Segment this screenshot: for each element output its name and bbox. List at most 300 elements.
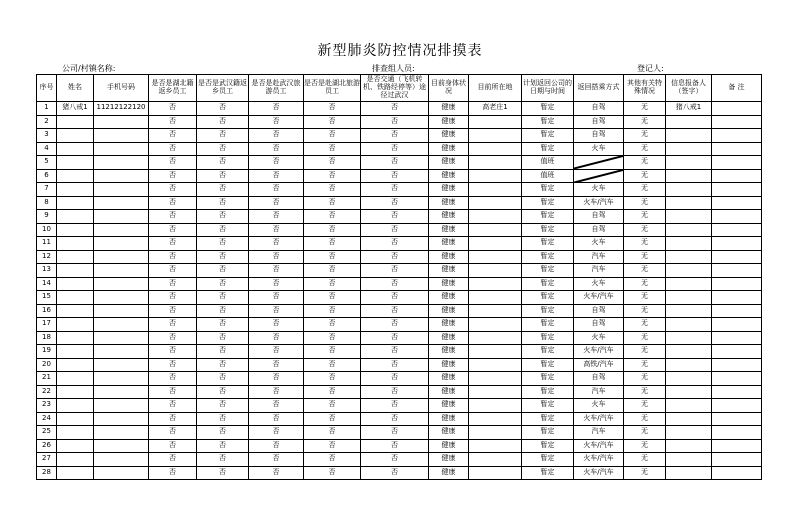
remark-cell (712, 439, 762, 453)
hubei-native-cell: 否 (149, 223, 197, 237)
table-row (37, 439, 762, 453)
hubei-native-cell: 否 (149, 277, 197, 291)
return-plan-cell: 暂定 (522, 210, 574, 224)
name-cell (57, 223, 94, 237)
wuhan-native-cell: 否 (197, 169, 249, 183)
reporter-cell (666, 223, 712, 237)
hubei-travel-cell: 否 (304, 223, 361, 237)
transit-wuhan-cell: 否 (361, 466, 429, 480)
hubei-native-cell: 否 (149, 250, 197, 264)
hubei-travel-cell: 否 (304, 466, 361, 480)
wuhan-native-cell: 否 (197, 129, 249, 143)
transit-wuhan-cell: 否 (361, 237, 429, 251)
wuhan-travel-cell: 否 (249, 426, 304, 440)
location-cell (469, 385, 522, 399)
return-plan-cell: 暂定 (522, 142, 574, 156)
hubei-travel-cell: 否 (304, 210, 361, 224)
special-cell: 无 (624, 115, 666, 129)
row-number-cell: 13 (37, 264, 57, 278)
transit-wuhan-cell: 否 (361, 129, 429, 143)
transport-cell: 火车 (574, 183, 624, 197)
transport-cell: 火车 (574, 277, 624, 291)
wuhan-travel-cell: 否 (249, 102, 304, 116)
wuhan-native-cell: 否 (197, 453, 249, 467)
hubei-travel-cell: 否 (304, 277, 361, 291)
transit-wuhan-cell: 否 (361, 169, 429, 183)
reporter-cell (666, 250, 712, 264)
return-plan-cell: 暂定 (522, 412, 574, 426)
wuhan-travel-cell: 否 (249, 183, 304, 197)
company-label: 公司/村镇名称: (62, 64, 116, 73)
hubei-travel-cell: 否 (304, 169, 361, 183)
remark-cell (712, 115, 762, 129)
row-number-cell: 12 (37, 250, 57, 264)
table-header-row (37, 75, 762, 102)
remark-cell (712, 385, 762, 399)
return-plan-cell: 暂定 (522, 291, 574, 305)
hubei-native-cell: 否 (149, 345, 197, 359)
health-cell: 健康 (429, 453, 469, 467)
phone-cell (94, 372, 149, 386)
health-cell: 健康 (429, 304, 469, 318)
special-cell: 无 (624, 169, 666, 183)
health-cell: 健康 (429, 466, 469, 480)
health-cell: 健康 (429, 277, 469, 291)
name-cell (57, 210, 94, 224)
screening-table (36, 74, 762, 480)
hubei-travel-cell: 否 (304, 250, 361, 264)
hubei-travel-cell: 否 (304, 129, 361, 143)
transit-wuhan-cell: 否 (361, 385, 429, 399)
wuhan-travel-cell: 否 (249, 453, 304, 467)
location-cell (469, 399, 522, 413)
wuhan-travel-cell: 否 (249, 304, 304, 318)
reporter-cell (666, 426, 712, 440)
hubei-native-cell: 否 (149, 183, 197, 197)
hubei-native-cell: 否 (149, 304, 197, 318)
hubei-travel-cell: 否 (304, 102, 361, 116)
transport-cell: 火车 (574, 331, 624, 345)
wuhan-native-cell: 否 (197, 426, 249, 440)
remark-cell (712, 453, 762, 467)
transport-cell: 汽车 (574, 250, 624, 264)
reporter-cell (666, 169, 712, 183)
wuhan-native-cell: 否 (197, 264, 249, 278)
reporter-cell (666, 412, 712, 426)
location-cell (469, 129, 522, 143)
hubei-native-cell: 否 (149, 156, 197, 170)
name-cell (57, 169, 94, 183)
phone-cell (94, 237, 149, 251)
reporter-cell (666, 183, 712, 197)
location-cell (469, 210, 522, 224)
phone-cell (94, 264, 149, 278)
wuhan-native-cell: 否 (197, 385, 249, 399)
wuhan-travel-cell: 否 (249, 385, 304, 399)
remark-cell (712, 223, 762, 237)
return-plan-cell: 暂定 (522, 372, 574, 386)
transit-wuhan-cell: 否 (361, 277, 429, 291)
table-row (37, 210, 762, 224)
health-cell: 健康 (429, 142, 469, 156)
wuhan-travel-cell: 否 (249, 129, 304, 143)
special-cell: 无 (624, 345, 666, 359)
column-header: 计划返回公司的日期与时间 (522, 75, 574, 102)
health-cell: 健康 (429, 250, 469, 264)
table-row (37, 237, 762, 251)
table-row (37, 304, 762, 318)
remark-cell (712, 142, 762, 156)
health-cell: 健康 (429, 237, 469, 251)
transit-wuhan-cell: 否 (361, 439, 429, 453)
transit-wuhan-cell: 否 (361, 331, 429, 345)
hubei-travel-cell: 否 (304, 318, 361, 332)
table-row (37, 115, 762, 129)
transport-cell: 汽车 (574, 264, 624, 278)
remark-cell (712, 169, 762, 183)
row-number-cell: 28 (37, 466, 57, 480)
health-cell: 健康 (429, 196, 469, 210)
return-plan-cell: 暂定 (522, 399, 574, 413)
remark-cell (712, 277, 762, 291)
wuhan-travel-cell: 否 (249, 156, 304, 170)
hubei-travel-cell: 否 (304, 345, 361, 359)
hubei-native-cell: 否 (149, 372, 197, 386)
hubei-native-cell: 否 (149, 129, 197, 143)
name-cell (57, 358, 94, 372)
health-cell: 健康 (429, 426, 469, 440)
table-row (37, 291, 762, 305)
remark-cell (712, 264, 762, 278)
return-plan-cell: 值班 (522, 169, 574, 183)
hubei-native-cell: 否 (149, 426, 197, 440)
transport-cell: 火车 (574, 142, 624, 156)
hubei-travel-cell: 否 (304, 142, 361, 156)
column-header: 是否是赴湖北旅游员工 (304, 75, 361, 102)
wuhan-travel-cell: 否 (249, 142, 304, 156)
remark-cell (712, 345, 762, 359)
return-plan-cell: 暂定 (522, 277, 574, 291)
location-cell (469, 277, 522, 291)
hubei-native-cell: 否 (149, 264, 197, 278)
phone-cell (94, 115, 149, 129)
registrar-label: 登记人: (637, 64, 664, 73)
name-cell (57, 129, 94, 143)
wuhan-native-cell: 否 (197, 277, 249, 291)
column-header: 是否是湖北籍返乡员工 (149, 75, 197, 102)
column-header: 信息报备人（签字） (666, 75, 712, 102)
special-cell: 无 (624, 102, 666, 116)
name-cell (57, 331, 94, 345)
table-row (37, 196, 762, 210)
phone-cell (94, 142, 149, 156)
location-cell (469, 223, 522, 237)
table-row (37, 318, 762, 332)
remark-cell (712, 237, 762, 251)
health-cell: 健康 (429, 318, 469, 332)
row-number-cell: 1 (37, 102, 57, 116)
hubei-travel-cell: 否 (304, 331, 361, 345)
phone-cell (94, 399, 149, 413)
name-cell (57, 183, 94, 197)
health-cell: 健康 (429, 385, 469, 399)
transport-cell: 火车/汽车 (574, 466, 624, 480)
special-cell: 无 (624, 196, 666, 210)
row-number-cell: 9 (37, 210, 57, 224)
health-cell: 健康 (429, 264, 469, 278)
column-header: 是否是赴武汉旅游员工 (249, 75, 304, 102)
transport-cell: 火车/汽车 (574, 345, 624, 359)
reporter-cell (666, 385, 712, 399)
table-row (37, 453, 762, 467)
transport-cell (574, 169, 624, 183)
wuhan-travel-cell: 否 (249, 412, 304, 426)
wuhan-native-cell: 否 (197, 156, 249, 170)
reporter-cell (666, 196, 712, 210)
special-cell: 无 (624, 277, 666, 291)
wuhan-native-cell: 否 (197, 304, 249, 318)
remark-cell (712, 399, 762, 413)
transport-cell: 汽车 (574, 426, 624, 440)
reporter-cell (666, 453, 712, 467)
row-number-cell: 23 (37, 399, 57, 413)
location-cell (469, 156, 522, 170)
health-cell: 健康 (429, 358, 469, 372)
remark-cell (712, 102, 762, 116)
hubei-travel-cell: 否 (304, 385, 361, 399)
return-plan-cell: 暂定 (522, 250, 574, 264)
location-cell (469, 169, 522, 183)
special-cell: 无 (624, 264, 666, 278)
transit-wuhan-cell: 否 (361, 304, 429, 318)
transit-wuhan-cell: 否 (361, 412, 429, 426)
health-cell: 健康 (429, 210, 469, 224)
wuhan-native-cell: 否 (197, 318, 249, 332)
hubei-native-cell: 否 (149, 142, 197, 156)
wuhan-travel-cell: 否 (249, 345, 304, 359)
transport-cell: 火车/汽车 (574, 453, 624, 467)
location-cell (469, 196, 522, 210)
reporter-cell (666, 210, 712, 224)
hubei-travel-cell: 否 (304, 237, 361, 251)
table-row (37, 399, 762, 413)
location-cell (469, 453, 522, 467)
transport-cell: 自驾 (574, 318, 624, 332)
health-cell: 健康 (429, 439, 469, 453)
location-cell (469, 372, 522, 386)
row-number-cell: 2 (37, 115, 57, 129)
hubei-native-cell: 否 (149, 385, 197, 399)
table-row (37, 183, 762, 197)
phone-cell (94, 453, 149, 467)
special-cell: 无 (624, 399, 666, 413)
special-cell: 无 (624, 412, 666, 426)
transport-cell: 火车 (574, 399, 624, 413)
row-number-cell: 17 (37, 318, 57, 332)
wuhan-travel-cell: 否 (249, 466, 304, 480)
health-cell: 健康 (429, 223, 469, 237)
health-cell: 健康 (429, 291, 469, 305)
return-plan-cell: 暂定 (522, 223, 574, 237)
location-cell: 高老庄1 (469, 102, 522, 116)
transport-cell: 火车/汽车 (574, 291, 624, 305)
special-cell: 无 (624, 426, 666, 440)
remark-cell (712, 129, 762, 143)
return-plan-cell: 暂定 (522, 304, 574, 318)
row-number-cell: 24 (37, 412, 57, 426)
hubei-native-cell: 否 (149, 439, 197, 453)
wuhan-travel-cell: 否 (249, 250, 304, 264)
column-header: 是否是武汉籍返乡员工 (197, 75, 249, 102)
transit-wuhan-cell: 否 (361, 291, 429, 305)
transit-wuhan-cell: 否 (361, 102, 429, 116)
special-cell: 无 (624, 439, 666, 453)
return-plan-cell: 值班 (522, 156, 574, 170)
wuhan-travel-cell: 否 (249, 318, 304, 332)
wuhan-travel-cell: 否 (249, 210, 304, 224)
location-cell (469, 426, 522, 440)
remark-cell (712, 466, 762, 480)
name-cell (57, 399, 94, 413)
special-cell: 无 (624, 183, 666, 197)
name-cell (57, 439, 94, 453)
transit-wuhan-cell: 否 (361, 372, 429, 386)
phone-cell (94, 345, 149, 359)
phone-cell (94, 331, 149, 345)
wuhan-native-cell: 否 (197, 412, 249, 426)
table-row (37, 250, 762, 264)
wuhan-native-cell: 否 (197, 183, 249, 197)
diagonal-slash-icon (574, 156, 623, 169)
location-cell (469, 237, 522, 251)
remark-cell (712, 196, 762, 210)
page-title: 新型肺炎防控情况排摸表 (317, 43, 483, 59)
hubei-native-cell: 否 (149, 115, 197, 129)
location-cell (469, 358, 522, 372)
table-row (37, 169, 762, 183)
health-cell: 健康 (429, 156, 469, 170)
transport-cell: 自驾 (574, 210, 624, 224)
transit-wuhan-cell: 否 (361, 115, 429, 129)
location-cell (469, 466, 522, 480)
name-cell (57, 372, 94, 386)
health-cell: 健康 (429, 115, 469, 129)
reporter-cell (666, 277, 712, 291)
wuhan-native-cell: 否 (197, 345, 249, 359)
wuhan-native-cell: 否 (197, 372, 249, 386)
reporter-cell (666, 264, 712, 278)
hubei-travel-cell: 否 (304, 426, 361, 440)
health-cell: 健康 (429, 129, 469, 143)
return-plan-cell: 暂定 (522, 439, 574, 453)
wuhan-travel-cell: 否 (249, 169, 304, 183)
phone-cell: 11212122120 (94, 102, 149, 116)
table-body (37, 102, 762, 480)
phone-cell (94, 439, 149, 453)
row-number-cell: 7 (37, 183, 57, 197)
transit-wuhan-cell: 否 (361, 345, 429, 359)
transport-cell: 火车 (574, 237, 624, 251)
phone-cell (94, 250, 149, 264)
hubei-native-cell: 否 (149, 412, 197, 426)
wuhan-native-cell: 否 (197, 399, 249, 413)
return-plan-cell: 暂定 (522, 196, 574, 210)
return-plan-cell: 暂定 (522, 237, 574, 251)
wuhan-travel-cell: 否 (249, 196, 304, 210)
return-plan-cell: 暂定 (522, 358, 574, 372)
reporter-cell (666, 318, 712, 332)
hubei-travel-cell: 否 (304, 399, 361, 413)
transit-wuhan-cell: 否 (361, 264, 429, 278)
return-plan-cell: 暂定 (522, 264, 574, 278)
reporter-cell (666, 304, 712, 318)
wuhan-travel-cell: 否 (249, 237, 304, 251)
hubei-native-cell: 否 (149, 453, 197, 467)
special-cell: 无 (624, 466, 666, 480)
transport-cell: 火车/汽车 (574, 439, 624, 453)
health-cell: 健康 (429, 345, 469, 359)
phone-cell (94, 277, 149, 291)
wuhan-native-cell: 否 (197, 142, 249, 156)
wuhan-native-cell: 否 (197, 196, 249, 210)
remark-cell (712, 183, 762, 197)
transport-cell: 火车/汽车 (574, 196, 624, 210)
row-number-cell: 26 (37, 439, 57, 453)
hubei-native-cell: 否 (149, 196, 197, 210)
special-cell: 无 (624, 304, 666, 318)
transport-cell: 自驾 (574, 102, 624, 116)
hubei-travel-cell: 否 (304, 156, 361, 170)
wuhan-travel-cell: 否 (249, 358, 304, 372)
phone-cell (94, 210, 149, 224)
hubei-travel-cell: 否 (304, 291, 361, 305)
health-cell: 健康 (429, 102, 469, 116)
hubei-native-cell: 否 (149, 466, 197, 480)
wuhan-native-cell: 否 (197, 291, 249, 305)
remark-cell (712, 318, 762, 332)
special-cell: 无 (624, 210, 666, 224)
wuhan-travel-cell: 否 (249, 331, 304, 345)
table-row (37, 358, 762, 372)
transport-cell: 自驾 (574, 115, 624, 129)
row-number-cell: 27 (37, 453, 57, 467)
location-cell (469, 183, 522, 197)
row-number-cell: 15 (37, 291, 57, 305)
phone-cell (94, 129, 149, 143)
hubei-native-cell: 否 (149, 358, 197, 372)
phone-cell (94, 358, 149, 372)
hubei-travel-cell: 否 (304, 453, 361, 467)
table-row (37, 223, 762, 237)
hubei-travel-cell: 否 (304, 439, 361, 453)
phone-cell (94, 304, 149, 318)
phone-cell (94, 169, 149, 183)
transport-cell: 自驾 (574, 372, 624, 386)
transit-wuhan-cell: 否 (361, 223, 429, 237)
remark-cell (712, 250, 762, 264)
reporter-cell (666, 331, 712, 345)
column-header: 目前身体状况 (429, 75, 469, 102)
table-row (37, 385, 762, 399)
wuhan-native-cell: 否 (197, 223, 249, 237)
location-cell (469, 304, 522, 318)
hubei-native-cell: 否 (149, 318, 197, 332)
location-cell (469, 331, 522, 345)
hubei-native-cell: 否 (149, 331, 197, 345)
special-cell: 无 (624, 156, 666, 170)
phone-cell (94, 156, 149, 170)
location-cell (469, 115, 522, 129)
